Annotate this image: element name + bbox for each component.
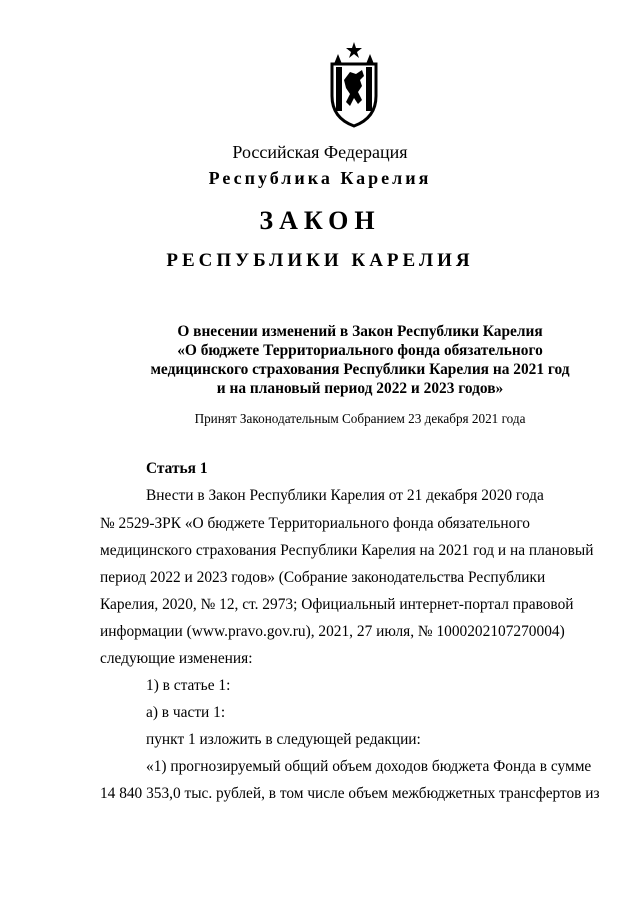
title-line: и на плановый период 2022 и 2023 годов» (216, 380, 504, 397)
title-line: О внесении изменений в Закон Республики Карелия (177, 323, 543, 340)
republic-name: Республика Карелия (208, 168, 432, 188)
body-line: информации (www.pravo.gov.ru), 2021, 27 июля, № 1000202107270004) (100, 623, 565, 640)
body-line: Внести в Закон Республики Карелия от 21 декабря 2020 года (146, 487, 544, 504)
body-line: следующие изменения: (100, 650, 253, 667)
document-type: ЗАКОН (259, 206, 381, 235)
body-line: медицинского страхования Республики Карелия на 2021 год и на плановый (100, 542, 594, 559)
article-heading: Статья 1 (146, 460, 208, 477)
body-line: № 2529-ЗРК «О бюджете Территориального фонда обязательного (100, 515, 530, 532)
title-line: «О бюджете Территориального фонда обязательного (177, 342, 543, 359)
body-line: период 2022 и 2023 годов» (Собрание законодательства Республики (100, 569, 546, 586)
country-name: Российская Федерация (232, 142, 408, 162)
body-line: «1) прогнозируемый общий объем доходов бюджета Фонда в сумме (146, 758, 592, 775)
body-line: пункт 1 изложить в следующей редакции: (146, 731, 421, 748)
karelia-coat-of-arms-icon (328, 40, 380, 128)
body-line: 1) в статье 1: (146, 677, 231, 694)
adoption-note: Принят Законодательным Собранием 23 декабря 2021 года (194, 411, 526, 426)
document-issuer: РЕСПУБЛИКИ КАРЕЛИЯ (166, 250, 474, 271)
body-line: Карелия, 2020, № 12, ст. 2973; Официальный интернет-портал правовой (100, 596, 574, 613)
title-line: медицинского страхования Республики Карелия на 2021 год (150, 361, 570, 378)
body-line: 14 840 353,0 тыс. рублей, в том числе объем межбюджетных трансфертов из (100, 785, 600, 802)
law-title (100, 322, 620, 398)
body-line: а) в части 1: (146, 704, 226, 721)
